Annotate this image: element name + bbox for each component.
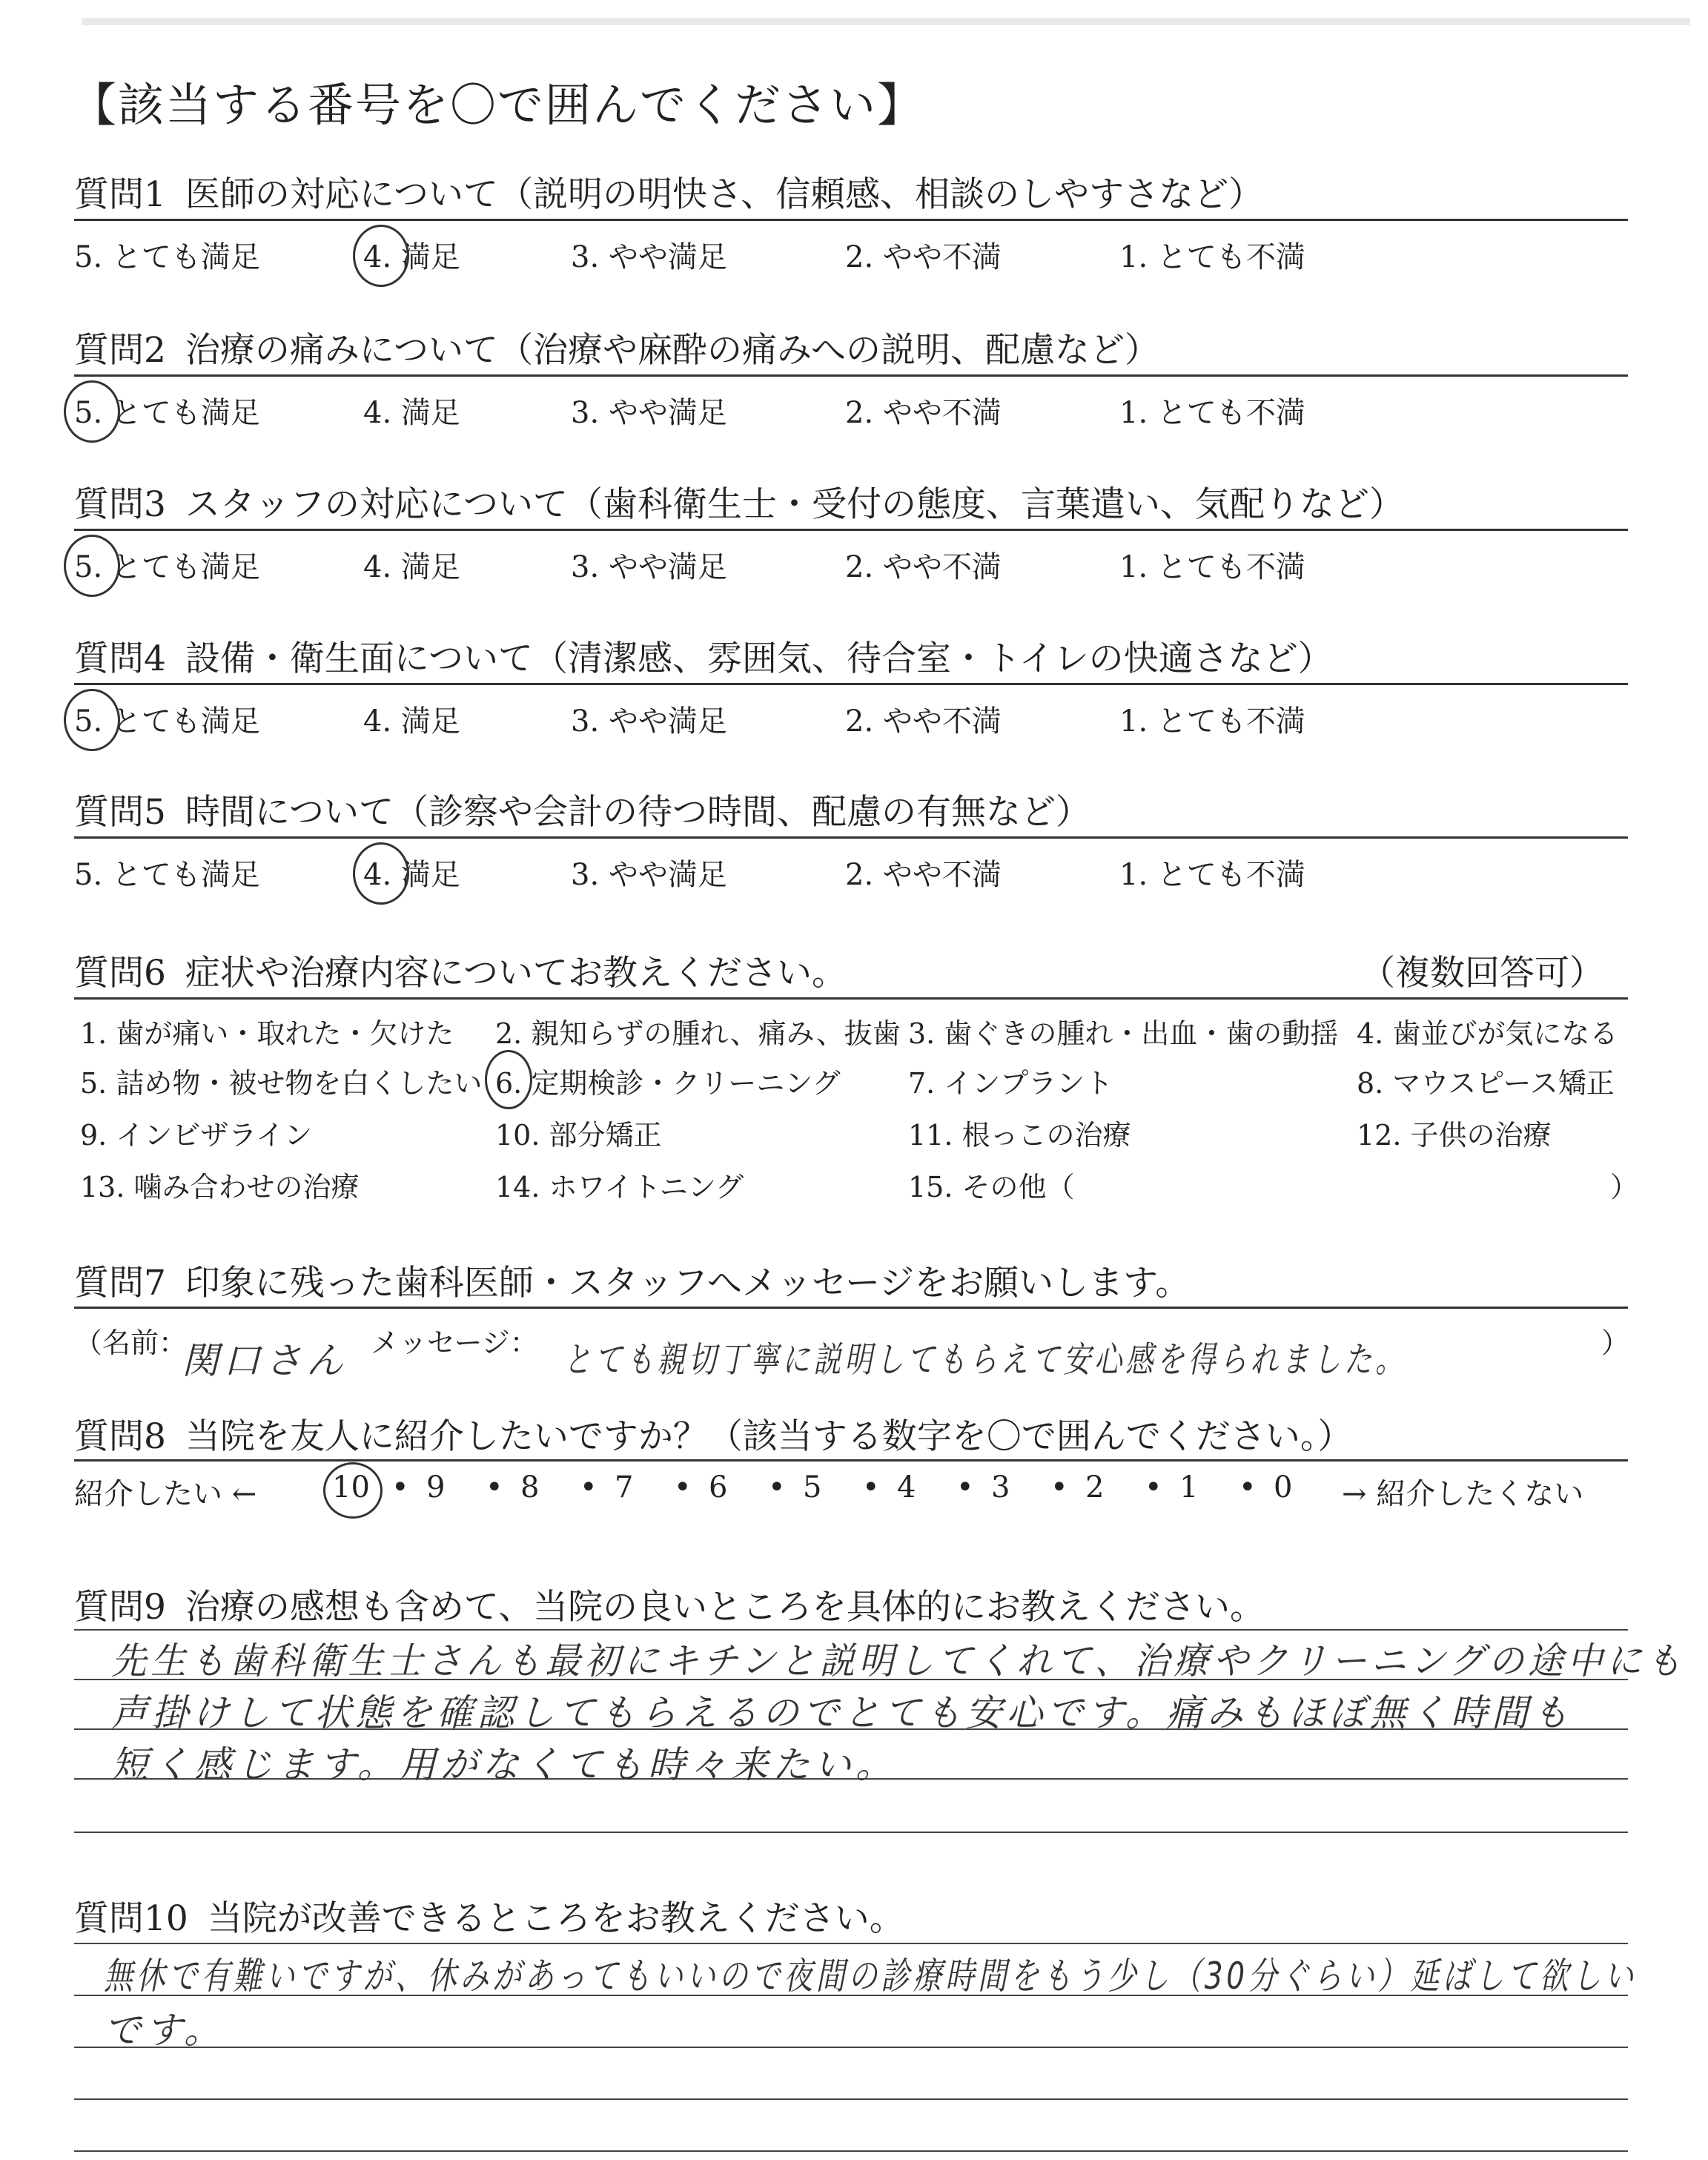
symptom-option[interactable]: 1. 歯が痛い・取れた・欠けた: [80, 1017, 454, 1050]
question-text: 印象に残った歯科医師・スタッフへメッセージをお願いします。: [185, 1263, 1191, 1304]
rating-option[interactable]: 4. 満足: [363, 396, 460, 430]
scale-separator: •: [1050, 1470, 1068, 1505]
question-text: 治療の痛みについて（治療や麻酔の痛みへの説明、配慮など）: [185, 330, 1160, 371]
symptom-option[interactable]: 6. 定期検診・クリーニング: [495, 1067, 841, 1100]
scale-separator: •: [956, 1470, 974, 1505]
symptom-option[interactable]: 14. ホワイトニング: [495, 1171, 744, 1203]
answer-line: [74, 1629, 1628, 1631]
symptom-option[interactable]: 4. 歯並びが気になる: [1357, 1017, 1618, 1050]
selected-circle: [323, 1462, 383, 1519]
symptom-option[interactable]: 5. 詰め物・被せ物を白くしたい: [80, 1067, 483, 1100]
question-text: 時間について（診察や会計の待つ時間、配慮の有無など）: [185, 792, 1090, 833]
symptom-option[interactable]: 10. 部分矯正: [495, 1119, 662, 1152]
question-text: スタッフの対応について（歯科衛生士・受付の態度、言葉遣い、気配りなど）: [185, 484, 1404, 525]
question-number: 質問4: [74, 638, 166, 679]
rating-option[interactable]: 3. やや満足: [571, 858, 727, 892]
question-number: 質問3: [74, 484, 166, 525]
scale-left-label: 紹介したい ←: [74, 1477, 257, 1511]
scale-number[interactable]: 7: [615, 1470, 634, 1505]
selected-circle: [485, 1050, 532, 1109]
other-close-paren: ）: [1610, 1171, 1639, 1203]
question-text: 症状や治療内容についてお教えください。: [185, 953, 847, 994]
divider: [74, 374, 1628, 377]
rating-option[interactable]: 1. とても不満: [1119, 240, 1305, 274]
rating-option[interactable]: 1. とても不満: [1119, 704, 1305, 739]
question-text: 治療の感想も含めて、当院の良いところを具体的にお教えください。: [185, 1587, 1265, 1628]
top-edge: [82, 18, 1690, 25]
rating-option[interactable]: 1. とても不満: [1119, 396, 1305, 430]
question-1-title: [74, 167, 1263, 217]
question-4-title: [74, 631, 1333, 681]
scale-separator: •: [674, 1470, 692, 1505]
question-10-title: [74, 1891, 904, 1941]
answer-text[interactable]: 短く感じます。用がなくても時々来たい。: [111, 1743, 897, 1786]
question-text: 設備・衛生面について（清潔感、雰囲気、待合室・トイレの快適さなど）: [185, 638, 1333, 679]
symptom-option[interactable]: 8. マウスピース矯正: [1357, 1067, 1615, 1100]
scale-separator: •: [768, 1470, 786, 1505]
question-2-title: [74, 323, 1159, 372]
scale-separator: •: [391, 1470, 409, 1505]
divider: [74, 683, 1628, 685]
scale-separator: •: [580, 1470, 598, 1505]
rating-option[interactable]: 3. やや満足: [571, 704, 727, 739]
selected-circle: [64, 380, 120, 443]
rating-option[interactable]: 5. とても満足: [74, 240, 260, 274]
name-value[interactable]: 関口さん: [182, 1339, 348, 1382]
rating-option[interactable]: 3. やや満足: [571, 550, 727, 584]
question-7-title: [74, 1255, 1190, 1305]
divider: [74, 1307, 1628, 1309]
message-label: メッセージ：: [371, 1327, 538, 1359]
question-8-title: [74, 1409, 1352, 1459]
symptom-option[interactable]: 11. 根っこの治療: [908, 1119, 1131, 1152]
question-number: 質問8: [74, 1416, 166, 1457]
symptom-option[interactable]: 3. 歯ぐきの腫れ・出血・歯の動揺: [908, 1017, 1339, 1050]
answer-text[interactable]: 声掛けして状態を確認してもらえるのでとても安心です。痛みもほぼ無く時間も: [111, 1691, 1573, 1734]
question-number: 質問1: [74, 174, 166, 215]
name-label: （名前：: [74, 1327, 188, 1359]
question-text: 医師の対応について（説明の明快さ、信頼感、相談のしやすさなど）: [185, 174, 1264, 215]
message-value[interactable]: とても親切丁寧に説明してもらえて安心感を得られました。: [563, 1339, 1407, 1381]
selected-circle: [64, 689, 120, 751]
symptom-option[interactable]: 9. インビザライン: [80, 1119, 313, 1152]
answer-line: [74, 2047, 1628, 2048]
question-text: 当院が改善できるところをお教えください。: [207, 1898, 904, 1939]
scale-number[interactable]: 3: [991, 1470, 1010, 1505]
scale-separator: •: [862, 1470, 880, 1505]
scale-separator: •: [486, 1470, 503, 1505]
selected-circle: [353, 225, 409, 287]
scale-separator: •: [1239, 1470, 1257, 1505]
scale-number[interactable]: 5: [803, 1470, 822, 1505]
rating-option[interactable]: 2. やや不満: [845, 240, 1002, 274]
multiple-answer-note: （複数回答可）: [1360, 953, 1604, 994]
divider: [74, 219, 1628, 221]
symptom-option[interactable]: 13. 噛み合わせの治療: [80, 1171, 360, 1203]
rating-option[interactable]: 2. やや不満: [845, 550, 1002, 584]
answer-text[interactable]: 先生も歯科衛生士さんも最初にキチンと説明してくれて、治療やクリーニングの途中にも: [111, 1639, 1686, 1682]
question-text: 当院を友人に紹介したいですか？（該当する数字を〇で囲んでください。）: [185, 1416, 1353, 1457]
rating-option[interactable]: 4. 満足: [363, 704, 460, 739]
rating-option[interactable]: 4. 満足: [363, 550, 460, 584]
question-number: 質問2: [74, 330, 166, 371]
question-6-title: [74, 945, 847, 995]
symptom-option[interactable]: 7. インプラント: [908, 1067, 1113, 1100]
question-number: 質問5: [74, 792, 166, 833]
rating-option[interactable]: 3. やや満足: [571, 396, 727, 430]
symptom-option[interactable]: 12. 子供の治療: [1357, 1119, 1552, 1152]
rating-option[interactable]: 4. 満足: [363, 858, 460, 892]
scale-number[interactable]: 1: [1179, 1470, 1199, 1505]
answer-line: [74, 2150, 1628, 2152]
divider: [74, 836, 1628, 839]
scale-number[interactable]: 10: [332, 1470, 370, 1505]
symptom-option[interactable]: 2. 親知らずの腫れ、痛み、抜歯: [495, 1017, 901, 1050]
rating-option[interactable]: 3. やや満足: [571, 240, 727, 274]
close-paren: ）: [1601, 1327, 1630, 1359]
answer-line: [74, 2098, 1628, 2100]
scale-number[interactable]: 6: [709, 1470, 728, 1505]
rating-option[interactable]: 5. とても満足: [74, 704, 260, 739]
scale-number[interactable]: 0: [1274, 1470, 1293, 1505]
rating-option[interactable]: 5. とても満足: [74, 858, 260, 892]
rating-option[interactable]: 5. とても満足: [74, 550, 260, 584]
scale-number[interactable]: 4: [897, 1470, 916, 1505]
question-5-title: [74, 785, 1090, 834]
rating-option[interactable]: 2. やや不満: [845, 396, 1002, 430]
scale-number[interactable]: 2: [1085, 1470, 1105, 1505]
divider: [74, 529, 1628, 531]
question-3-title: [74, 477, 1404, 526]
answer-text[interactable]: 無休で有難いですが、休みがあってもいいので夜間の診療時間をもう少し（30分ぐらい）延ばして欲しい: [104, 1955, 1637, 1998]
selected-circle: [64, 535, 120, 597]
scale-separator: •: [1145, 1470, 1162, 1505]
selected-circle: [353, 842, 409, 905]
instruction-header: 【該当する番号を〇で囲んでください】: [70, 78, 925, 132]
answer-line: [74, 1832, 1628, 1833]
scale-right-label: → 紹介したくない: [1342, 1477, 1584, 1511]
symptom-option[interactable]: 15. その他（: [908, 1171, 1075, 1203]
question-9-title: [74, 1579, 1265, 1629]
rating-option[interactable]: 2. やや不満: [845, 858, 1002, 892]
question-number: 質問6: [74, 953, 166, 994]
answer-text[interactable]: です。: [104, 2009, 225, 2052]
question-number: 質問10: [74, 1898, 188, 1939]
rating-option[interactable]: 4. 満足: [363, 240, 460, 274]
rating-option[interactable]: 1. とても不満: [1119, 858, 1305, 892]
rating-option[interactable]: 2. やや不満: [845, 704, 1002, 739]
divider: [74, 997, 1628, 1000]
scale-number[interactable]: 8: [520, 1470, 540, 1505]
rating-option[interactable]: 1. とても不満: [1119, 550, 1305, 584]
question-number: 質問9: [74, 1587, 166, 1628]
scale-number[interactable]: 9: [426, 1470, 446, 1505]
question-number: 質問7: [74, 1263, 166, 1304]
rating-option[interactable]: 5. とても満足: [74, 396, 260, 430]
divider: [74, 1459, 1628, 1462]
answer-line: [74, 1943, 1628, 1944]
